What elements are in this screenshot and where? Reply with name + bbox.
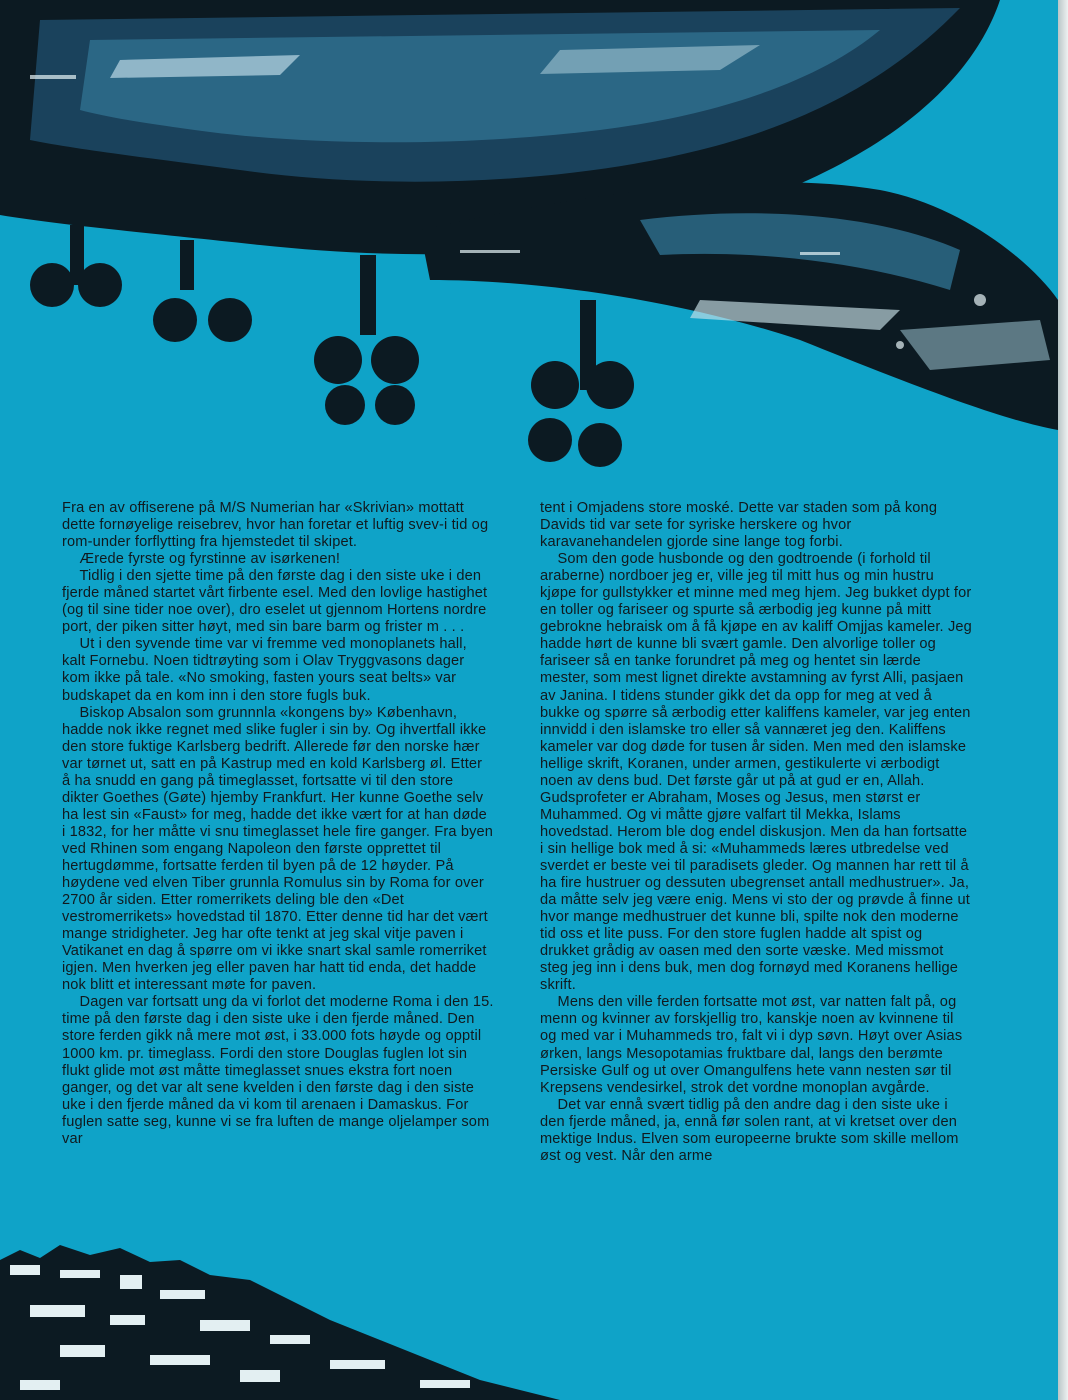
page-edge	[1058, 0, 1068, 1400]
article-intro: Fra en av offiserene på M/S Numerian har «Skrivian» mottatt dette fornøyelige reisebrev, hvor han foretar et luftig svev-i tid og rom-under forflytting fra hjemstedet til skipet.	[62, 500, 489, 551]
article-paragraph: Dagen var fortsatt ung da vi forlot det moderne Roma i den 15. time på den første dag i den siste uke i den fjerde måned. Den store ferden gikk nå mere mot øst, i 33.000 fots høyde og opptil 1000 km. pr. timeglass. Fordi den store Douglas fuglen lot sin flukt glide mot øst måtte timeglasset snues ekstra fort noen ganger, og det var alt sene kvelden i den første dag i den siste uke i den fjerde måned da vi kom til arenaen i Damaskus. For fuglen satte seg, kunne vi se fra luften de mange oljelamper som var	[62, 994, 494, 1147]
article-paragraph: Det var ennå svært tidlig på den andre dag i den siste uke i den fjerde måned, ja, ennå før solen rant, at vi kretset over den mektige Indus. Elven som europeerne brukte som skille mellom øst og vest. Når den arme	[540, 1096, 959, 1164]
article-paragraph: Mens den ville ferden fortsatte mot øst, var natten falt på, og menn og kvinner av forskjellig tro, kanskje noen av kvinnene til og med var i Muhammeds tro, falt vi i dyp søvn. Høyt over Asias ørken, langs Mesopotamias fruktbare dal, langs den berømte Persiske Gulf og ut over Omangulfens hete vann nesten sør til Krepsens vendesirkel, strok det vordne monoplan avgårde.	[540, 994, 963, 1096]
article-column-right	[540, 500, 972, 1165]
cityscape-illustration	[0, 1220, 560, 1400]
article-paragraph: Tidlig i den sjette time på den første dag i den siste uke i den fjerde måned startet vårt firbente esel. Med den lovlige hastighet (og til sine tider noe over), dro eselet ut gjennom Hortens nordre port, der piken sitter høyt, med sin bare barm og frister m . . .	[62, 568, 488, 636]
article-column-left	[62, 500, 494, 1148]
article-paragraph: Ærede fyrste og fyrstinne av isørkenen!	[79, 551, 341, 568]
airplane-illustration	[0, 0, 1060, 480]
article-paragraph: Som den gode husbonde og den godtroende (i forhold til araberne) nordboer jeg er, ville jeg til mitt hus og min hustru kjøpe for gullstykker et minne med meg hjem. Jeg bukket dypt for en toller og fariseer og spurte så ærbodig jeg kunne på mitt gebrokne hebraisk om å få kjøpe en av kaliff Omjjas kameler. Jeg hadde hørt de kunne bli svært gamle. Den alvorlige toller og fariseer så en tanke forundret på meg og hentet sin lærde mester, som mest lignet direkte avstamning av fyrst Alli, pasjaen av Janina. I tidens stunder gikk det da opp for meg at ved å bukke og spørre så ærbodig etter kaliffens kameler, var jeg enten innvidd i den islamske tro eller så vannæret jeg den. Kaliffens kameler var dog døde for tusen år siden. Men med den islamske hellige skrift, Koranen, under armen, gestikulerte vi ærbodigt noen av dens bud. Det første går ut på at gud er en, Allah. Gudsprofeter er Abraham, Moses og Jesus, men størst er Muhammed. Og vi måtte gjøre valfart til Mekka, Islams hovedstad. Herom ble dog endel diskusjon. Men da han fortsatte i sin hellige bok med å si: «Muhammeds læres utbredelse ved sverdet er beste vei til paradisets gleder. Og mannen har rett til å ha fire hustruer og dessuten ubegrenset antall medhustruer». Ja, da måtte selv jeg være enig. Mens vi sto der og prøvde å finne ut hvor mange medhustruer det kunne bli, spilte nok den moderne tid oss et lite puss. For den store fuglen hadde alt spist og drukket grådig av oasen med den sorte væske. Med missmot steg jeg inn i dens buk, men dog fornøyd med Koranens hellige skrift.	[540, 551, 972, 994]
article-paragraph: Biskop Absalon som grunnnla «kongens by» København, hadde nok ikke regnet med slike fugler i sin by. Og ihvertfall ikke den store fuktige Karlsberg bedrift. Allerede før den norske hær var tørnet ut, satt en på Kastrup med en kold Karlsberg øl. Etter å ha snudd en gang på timeglasset, fortsatte vi til den store dikter Goethes (Gøte) hjemby Frankfurt. Her kunne Goethe selv ha lest sin «Faust» for meg, hadde det ikke vært for at han døde i 1832, for her måtte vi snu timeglasset hele fire ganger. Fra byen ved Rhinen som engang Napoleon den første opprettet til hertugdømme, fortsatte ferden til byen på de 12 høyder. På høydene ved elven Tiber grunnla Romulus sin by Roma for over 2700 år siden. Etter romerrikets deling ble den «Det vestromerrikets» hovedstad til 1870. Etter denne tid har det vært mange stridigheter. Jeg har ofte tenkt at jeg skal vitje paven i Vatikanet en dag å spørre om vi ikke snart skal samle romerriket igjen. Men hverken jeg eller paven har hatt tid enda, det hadde nok blitt et interessant møte for paven.	[62, 704, 494, 994]
article-paragraph: tent i Omjadens store moské. Dette var staden som på kong Davids tid var sete for syriske herskere og hvor karavanehandelen gjorde sine lange tog forbi.	[540, 500, 938, 551]
article-paragraph: Ut i den syvende time var vi fremme ved monoplanets hall, kalt Fornebu. Noen tidtrøyting som i Olav Tryggvasons dager kom ikke på tale. «No smoking, fasten yours seat belts» var budskapet da en kom inn i den store fugls buk.	[62, 636, 467, 704]
